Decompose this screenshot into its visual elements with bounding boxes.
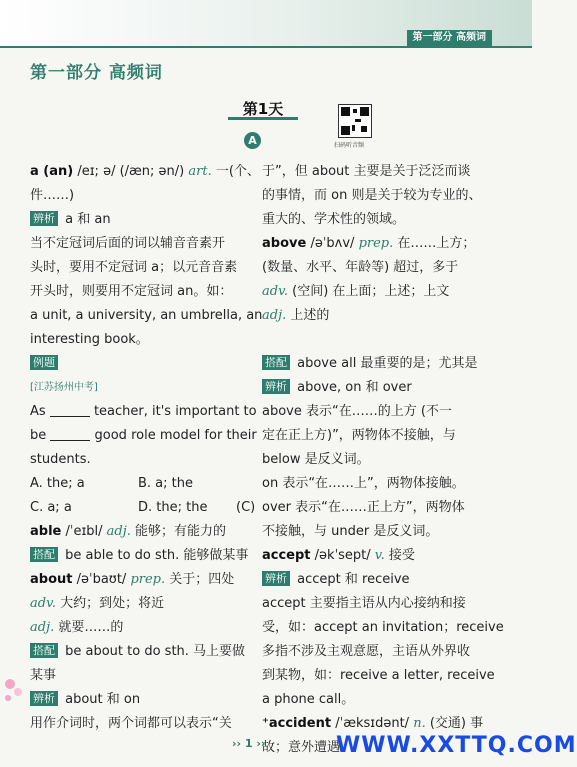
text-line: above 表示“在……的上方 (不一 [262, 404, 452, 419]
text-line: 头时，要用不定冠词 a；以元音音素 [30, 260, 238, 275]
answer: (C) [236, 500, 256, 515]
text-line: 开头时，则要用不定冠词 an。如： [30, 284, 233, 299]
text-line: above all 最重要的是；尤其是 [293, 356, 478, 371]
option-d: D. the; the [138, 500, 208, 515]
tag-label: 辨析 [262, 379, 290, 394]
tag-label: 辨析 [30, 211, 58, 226]
left-column [30, 160, 263, 736]
definition: 上述的 [286, 308, 330, 323]
page-number: ›› 1 ›› [232, 737, 266, 750]
text-line: be about to do sth. 马上要做 [61, 644, 246, 659]
text-line: about 和 on [61, 692, 141, 707]
phonetic: /əˈbʌv/ [306, 236, 359, 251]
headword: about [30, 572, 73, 587]
tag-label: 辨析 [30, 691, 58, 706]
definition: (交通) 事 [425, 716, 484, 731]
headword: able [30, 524, 62, 539]
text-line: a 和 an [61, 212, 111, 227]
spacer [262, 328, 482, 352]
text-line: 多指不涉及主观意愿，主语从外界收 [262, 644, 471, 659]
text-line: 重大的、学术性的领域。 [262, 212, 406, 227]
blank-line [50, 403, 90, 417]
text-line: be able to do sth. 能够做某事 [61, 548, 249, 563]
part-of-speech: adj. [106, 524, 131, 539]
definition: 在……上方； [393, 236, 476, 251]
part-of-speech: adj. [262, 308, 287, 323]
phonetic: /əkˈsept/ [310, 548, 375, 563]
part-of-speech: adv. [262, 284, 289, 299]
text-fragment: As [30, 404, 50, 419]
definition: 就要……的 [54, 620, 124, 635]
definition: (空间) 在上面；上述；上文 [288, 284, 450, 299]
headword: a (an) [30, 164, 74, 179]
tag-label: 例题 [30, 355, 58, 370]
section-letter: A [244, 132, 261, 149]
tag-label: 搭配 [30, 547, 58, 562]
part-of-speech: adj. [30, 620, 55, 635]
tag-label: 辨析 [262, 571, 290, 586]
option-a: A. the; a [30, 476, 85, 491]
decorative-flower-icon [0, 670, 30, 710]
headword: above [262, 236, 307, 251]
text-line: a phone call。 [262, 692, 355, 707]
phonetic: /əˈbaʊt/ [72, 572, 131, 587]
text-line: 故；意外遭遇 [262, 740, 341, 755]
part-of-speech: prep. [358, 236, 394, 251]
text-line: accept 主要指主语从内心接纳和接 [262, 596, 466, 611]
text-line: 当不定冠词后面的词以辅音音素开 [30, 236, 226, 251]
part-of-speech: art. [188, 164, 212, 179]
text-line: accept 和 receive [293, 572, 410, 587]
entry-a-an [30, 160, 260, 184]
tag-label: 搭配 [30, 643, 58, 658]
text-line: 的事情，而 on 则是关于较为专业的、 [262, 188, 482, 203]
text-line: over 表示“在……正上方”，两物体 [262, 500, 465, 515]
text-fragment: be [30, 428, 51, 443]
part-of-speech: n. [413, 716, 426, 731]
definition: 一(个、 [211, 164, 260, 179]
phonetic: /ˈæksɪdənt/ [331, 716, 414, 731]
text-line: interesting book。 [30, 332, 149, 347]
headword: ⁺accident [262, 716, 332, 731]
text-line: below 是反义词。 [262, 452, 370, 467]
text-line: 某事 [30, 668, 57, 683]
definition: 大约；到处；将近 [56, 596, 165, 611]
definition: 关于；四处 [165, 572, 235, 587]
text-line: 到某物，如：receive a letter, receive [262, 668, 495, 683]
text-line: students. [30, 452, 91, 467]
header-section-tab: 第一部分 高频词 [407, 30, 492, 46]
headword: accept [262, 548, 311, 563]
tag-label: 搭配 [262, 355, 290, 370]
text-line: on 表示“在……上”，两物体接触。 [262, 476, 465, 491]
option-b: B. a; the [138, 476, 193, 491]
text-line: 用作介词时，两个词都可以表示“关 [30, 716, 232, 731]
text-line: 于”，但 about 主要是关于泛泛而谈 [262, 164, 471, 179]
part-title: 第一部分 高频词 [30, 63, 163, 83]
text-line: 受，如：accept an invitation；receive [262, 620, 504, 635]
text-line: 不接触，与 under 是反义词。 [262, 524, 439, 539]
right-column [262, 160, 504, 760]
day-title: 第1天 [228, 98, 298, 120]
option-c: C. a; a [30, 500, 72, 515]
text-fragment: teacher, it's important to [89, 404, 257, 419]
blank-line [50, 427, 90, 441]
entry-accept [262, 544, 482, 568]
text-line: above, on 和 over [293, 380, 412, 395]
header-rule [0, 46, 532, 48]
text-line: 件……) [30, 188, 75, 203]
text-line: a unit, a university, an umbrella, an [30, 308, 263, 323]
part-of-speech: prep. [130, 572, 166, 587]
qr-caption: 扫码听音频 [334, 142, 365, 149]
part-of-speech: v. [374, 548, 385, 563]
exam-source: [江苏扬州中考] [30, 382, 98, 393]
phonetic: /eɪ; ə/ (/æn; ən/) [73, 164, 189, 179]
definition: 能够；有能力的 [130, 524, 227, 539]
text-line: 定在正上方)”，两物体不接触，与 [262, 428, 456, 443]
definition: 接受 [384, 548, 415, 563]
qr-code-icon[interactable] [338, 104, 372, 138]
entry-able [30, 520, 248, 544]
part-of-speech: adv. [30, 596, 57, 611]
watermark: WWW.XXTTQ.COM [336, 733, 577, 758]
text-line: (数量、水平、年龄等) 超过，多于 [262, 260, 459, 275]
entry-above [262, 232, 482, 256]
text-fragment: good role model for their [90, 428, 257, 443]
entry-about [30, 568, 248, 592]
phonetic: /ˈeɪbl/ [61, 524, 107, 539]
